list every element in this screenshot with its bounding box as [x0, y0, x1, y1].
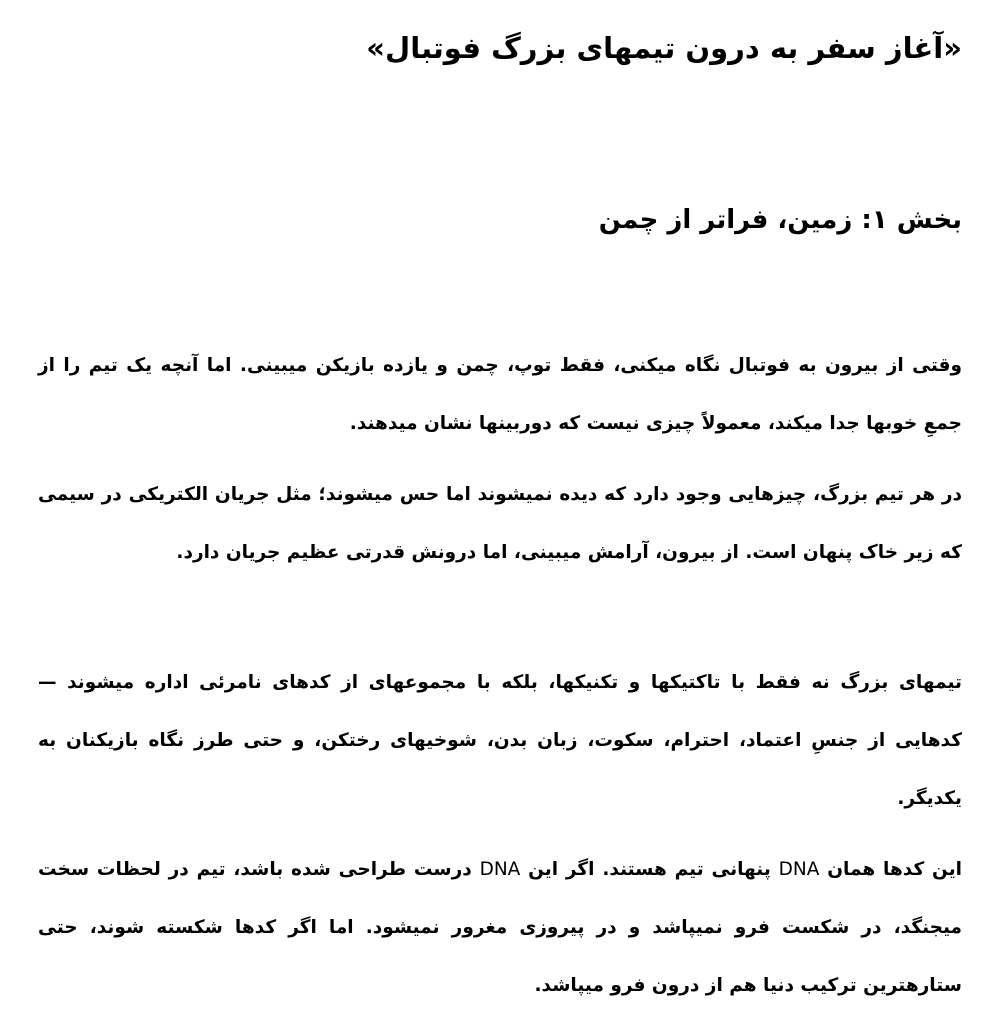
paragraph-4 [38, 841, 962, 1015]
paragraph-3: تیمهای بزرگ نه فقط با تاکتیکها و تکنیکها، بلکه با مجموعهای از کدهای نامرئی اداره میشوند — کدهایی از جنسِ اعتماد، احترام، سکوت، زبان بدن، شوخیهای رختکن، و حتی طرز نگاه بازیکنان به یکدیگر. [38, 672, 962, 809]
paragraph-2: در هر تیم بزرگ، چیزهایی وجود دارد که دیده نمیشوند اما حس میشوند؛ مثل جریان الکتریکی در سیمی که زیر خاک پنهان است. از بیرون، آرامش میبینی، اما درونش قدرتی عظیم جریان دارد. [38, 484, 962, 563]
document-title: «آغاز سفر به درون تیمهای بزرگ فوتبال» [366, 31, 962, 65]
dna-term: DNA [778, 859, 820, 880]
paragraph-1: وقتی از بیرون به فوتبال نگاه میکنی، فقط توپ، چمن و یازده بازیکن میبینی. اما آنچه یک تیم را از جمعِ خوبها جدا میکند، معمولاً چیزی نیست که دوربینها نشان میدهند. [38, 355, 962, 434]
paragraph-4-part-3: درست طراحی شده باشد، تیم در لحظات سخت میجنگد، در شکست فرو نمیپاشد و در پیروزی مغرور نمیشود. اما اگر کدها شکسته شوند، حتی ستارهترین ترکیب دنیا هم از درون فرو میپاشد. [38, 859, 962, 996]
paragraph-4-part-2: پنهانی تیم هستند. اگر این [520, 859, 779, 880]
paragraph-4-part-1: این کدها همان [819, 859, 962, 880]
dna-term: DNA [479, 859, 521, 880]
section-heading: بخش ۱: زمین، فراتر از چمن [598, 205, 962, 235]
